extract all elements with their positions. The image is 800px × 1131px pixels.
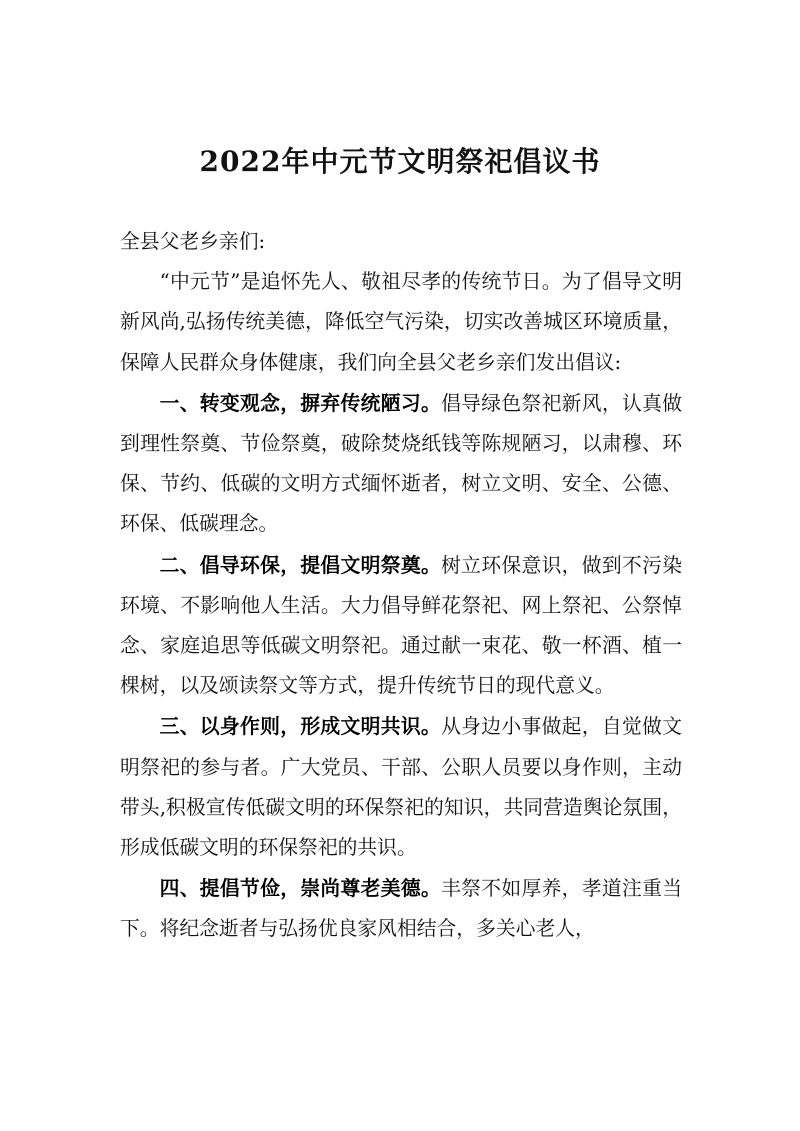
intro-paragraph: “中元节”是追怀先人、敬祖尽孝的传统节日。为了倡导文明新风尚,弘扬传统美德，降低空气污染，切实改善城区环境质量，保障人民群众身体健康，我们向全县父老乡亲们发出倡议: bbox=[120, 270, 682, 374]
section-paragraph-2 bbox=[120, 545, 682, 707]
section-body-3: 从身边小事做起，自觉做文明祭祀的参与者。广大党员、干部、公职人员要以身作则，主动带头,积极宣传低碳文明的环保祭祀的知识，共同营造舆论氛围，形成低碳文明的环保祭祀的共识。 bbox=[120, 715, 682, 860]
document-body bbox=[120, 222, 682, 950]
section-paragraph-4 bbox=[120, 868, 682, 949]
section-body-4: 丰祭不如厚养，孝道注重当下。将纪念逝者与弘扬优良家风相结合，多关心老人， bbox=[120, 877, 682, 941]
section-paragraph-3 bbox=[120, 706, 682, 868]
section-body-1: 倡导绿色祭祀新风，认真做到理性祭奠、节俭祭奠，破除焚烧纸钱等陈规陋习，以肃穆、环保、节约、低碳的文明方式缅怀逝者，树立文明、安全、公德、环保、低碳理念。 bbox=[120, 391, 682, 536]
section-paragraph-1 bbox=[120, 383, 682, 545]
section-body-2: 树立环保意识，做到不污染环境、不影响他人生活。大力倡导鲜花祭祀、网上祭祀、公祭悼念、家庭追思等低碳文明祭祀。通过献一束花、敬一杯酒、植一棵树，以及颂读祭文等方式，提升传统节日的现代意义。 bbox=[120, 553, 682, 698]
section-heading-3: 三、以身作则，形成文明共识。 bbox=[159, 714, 442, 739]
section-heading-4: 四、提倡节俭，崇尚尊老美德。 bbox=[159, 876, 442, 901]
document-title: 2022年中元节文明祭祀倡议书 bbox=[199, 145, 601, 178]
salutation: 全县父老乡亲们: bbox=[120, 230, 266, 253]
section-heading-2: 二、倡导环保，提倡文明祭奠。 bbox=[159, 552, 442, 577]
section-heading-1: 一、转变观念，摒弃传统陋习。 bbox=[159, 390, 442, 415]
